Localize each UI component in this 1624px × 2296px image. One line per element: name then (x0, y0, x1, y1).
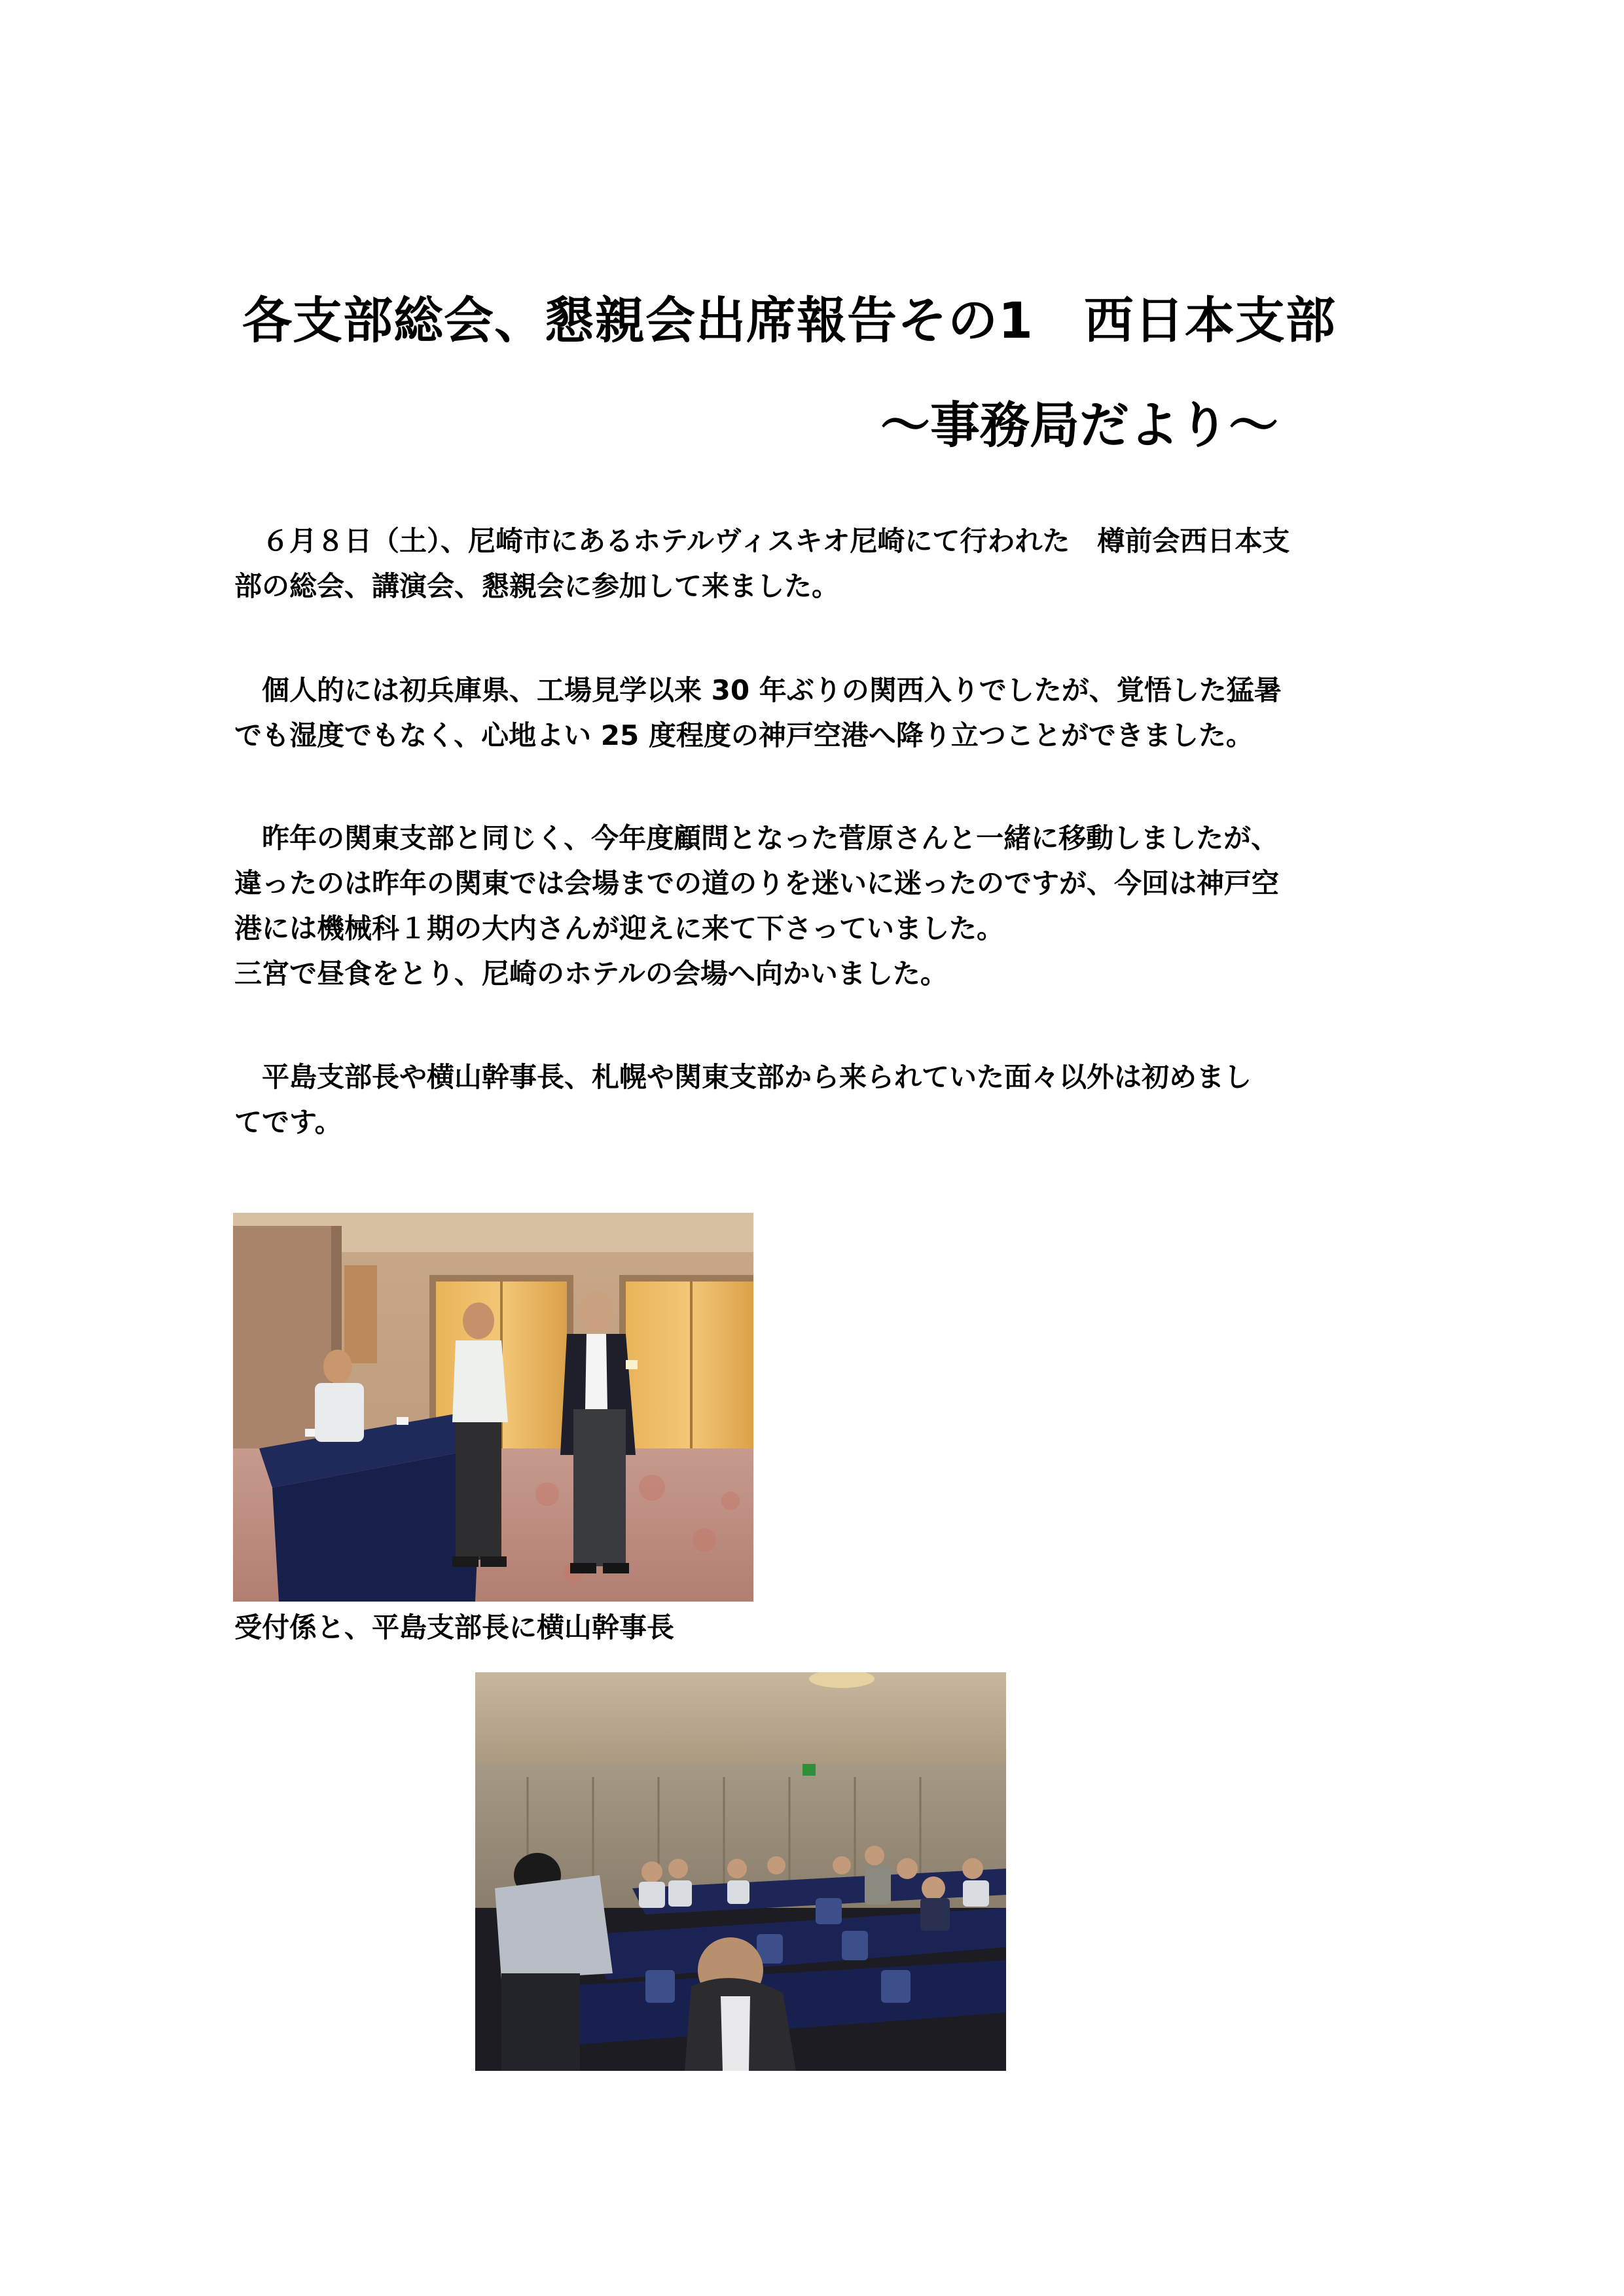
paragraph-1 (234, 518, 1406, 609)
paragraph-4 (234, 1054, 1406, 1145)
photo-caption: 受付係と、平島支部長に横山幹事長 (234, 1611, 675, 1643)
paragraph-line: 港には機械科１期の大内さんが迎えに来て下さっていました。 (234, 912, 1005, 944)
meeting-room-photo (475, 1672, 1006, 2071)
paragraph-line: でも湿度でもなく、心地よい 25 度程度の神戸空港へ降り立つことができました。 (234, 719, 1254, 751)
document-title: 各支部総会、懇親会出席報告その1 西日本支部 (242, 291, 1336, 350)
paragraph-line: 平島支部長や横山幹事長、札幌や関東支部から来られていた面々以外は初めまし (234, 1061, 1252, 1093)
paragraph-2 (234, 668, 1406, 758)
reception-photo (233, 1213, 753, 1602)
paragraph-3 (234, 816, 1406, 996)
paragraph-line: 部の総会、講演会、懇親会に参加して来ました。 (234, 570, 840, 602)
paragraph-line: 昨年の関東支部と同じく、今年度顧問となった菅原さんと一緒に移動しましたが、 (234, 822, 1279, 854)
paragraph-line: ６月８日（土）、尼崎市にあるホテルヴィスキオ尼崎にて行われた 樽前会西日本支 (234, 525, 1290, 557)
paragraph-line: 個人的には初兵庫県、工場見学以来 30 年ぶりの関西入りでしたが、覚悟した猛暑 (234, 674, 1282, 706)
paragraph-line: 三宮で昼食をとり、尼崎のホテルの会場へ向かいました。 (234, 958, 948, 990)
paragraph-line: 違ったのは昨年の関東では会場までの道のりを迷いに迷ったのですが、今回は神戸空 (234, 867, 1280, 899)
paragraph-line: てです。 (234, 1106, 342, 1138)
document-subtitle: ～事務局だより～ (880, 396, 1278, 454)
